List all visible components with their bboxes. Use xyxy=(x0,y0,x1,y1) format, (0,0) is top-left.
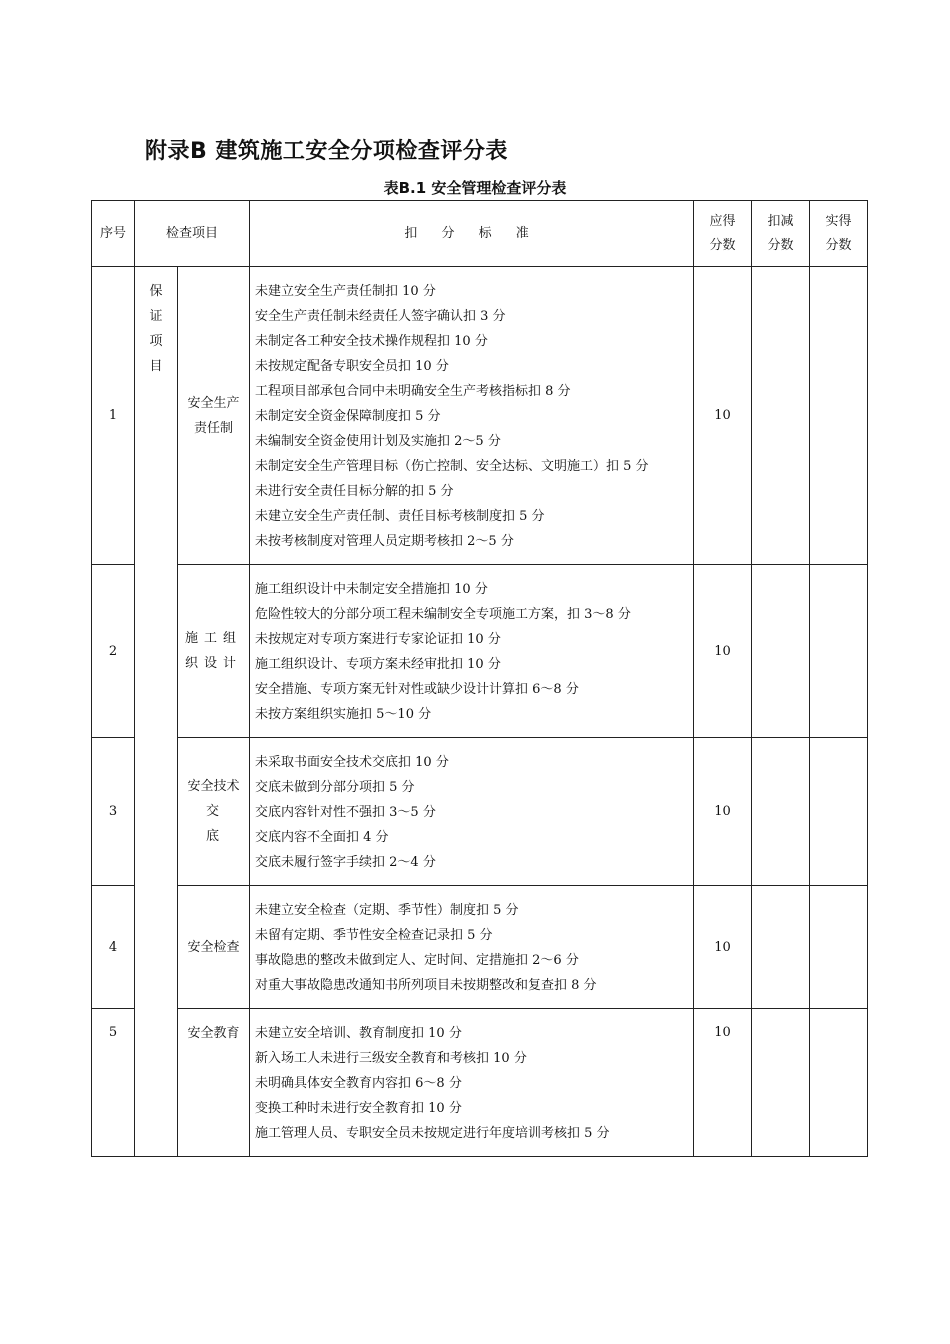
check-item-line2: 织设计 xyxy=(185,656,243,671)
criteria-line: 未编制安全资金使用计划及实施扣 2～5 分 xyxy=(255,434,501,449)
criteria-line: 未建立安全生产责任制扣 10 分 xyxy=(255,284,436,299)
check-item-cell xyxy=(178,267,250,565)
criteria-line: 施工组织设计中未制定安全措施扣 10 分 xyxy=(255,582,488,597)
row-seq: 1 xyxy=(92,267,135,565)
actual-score-cell[interactable] xyxy=(810,565,868,738)
table-row xyxy=(92,267,868,565)
row-seq: 2 xyxy=(92,565,135,738)
check-item-line1: 安全生产 xyxy=(187,395,240,411)
header-due-score-line1: 应得 xyxy=(709,213,736,229)
criteria-line: 交底未做到分部分项扣 5 分 xyxy=(255,780,415,795)
table-caption: 表B.1 安全管理检查评分表 xyxy=(383,179,567,197)
category-cell xyxy=(135,267,178,1157)
row-seq: 3 xyxy=(92,738,135,886)
criteria-line: 未按规定对专项方案进行专家论证扣 10 分 xyxy=(255,632,501,647)
table-row xyxy=(92,738,868,886)
row-seq: 5 xyxy=(92,1009,135,1157)
table-row xyxy=(92,886,868,1009)
criteria-line: 交底内容针对性不强扣 3～5 分 xyxy=(255,805,436,820)
criteria-line: 未建立安全生产责任制、责任目标考核制度扣 5 分 xyxy=(255,509,545,524)
header-seq: 序号 xyxy=(92,201,135,267)
criteria-cell xyxy=(250,738,694,886)
check-item-line1: 安全检查 xyxy=(187,939,240,955)
check-item-line1: 安全教育 xyxy=(187,1026,240,1041)
header-criteria: 扣 分 标 准 xyxy=(250,201,694,267)
criteria-cell xyxy=(250,565,694,738)
criteria-line: 未制定安全资金保障制度扣 5 分 xyxy=(255,409,441,424)
category-label: 保证项目 xyxy=(149,284,163,374)
check-item-line2: 交底 xyxy=(206,804,234,844)
criteria-line: 施工管理人员、专职安全员未按规定进行年度培训考核扣 5 分 xyxy=(255,1126,610,1141)
header-due-score-line2: 分数 xyxy=(709,237,736,253)
criteria-line: 未建立安全培训、教育制度扣 10 分 xyxy=(255,1026,462,1041)
table-row xyxy=(92,565,868,738)
criteria-line: 对重大事故隐患改通知书所列项目未按期整改和复查扣 8 分 xyxy=(255,978,597,993)
due-score-cell: 10 xyxy=(694,1009,752,1157)
criteria-line: 未按规定配备专职安全员扣 10 分 xyxy=(255,359,449,374)
header-deduct-score xyxy=(752,201,810,267)
check-item-cell xyxy=(178,565,250,738)
header-actual-score-line1: 实得 xyxy=(825,213,852,229)
header-actual-score-line2: 分数 xyxy=(825,237,852,253)
criteria-line: 交底未履行签字手续扣 2～4 分 xyxy=(255,855,436,870)
criteria-line: 安全生产责任制未经责任人签字确认扣 3 分 xyxy=(255,309,506,324)
row-seq: 4 xyxy=(92,886,135,1009)
criteria-line: 未制定各工种安全技术操作规程扣 10 分 xyxy=(255,334,488,349)
criteria-line: 未建立安全检查（定期、季节性）制度扣 5 分 xyxy=(255,903,519,918)
actual-score-cell[interactable] xyxy=(810,267,868,565)
criteria-line: 安全措施、专项方案无针对性或缺少设计计算扣 6～8 分 xyxy=(255,682,579,697)
criteria-cell xyxy=(250,267,694,565)
criteria-line: 变换工种时未进行安全教育扣 10 分 xyxy=(255,1101,462,1116)
criteria-line: 未采取书面安全技术交底扣 10 分 xyxy=(255,755,449,770)
actual-score-cell[interactable] xyxy=(810,738,868,886)
safety-management-score-table xyxy=(91,200,868,1157)
criteria-line: 未留有定期、季节性安全检查记录扣 5 分 xyxy=(255,928,493,943)
header-actual-score xyxy=(810,201,868,267)
deduct-score-cell[interactable] xyxy=(752,738,810,886)
criteria-line: 新入场工人未进行三级安全教育和考核扣 10 分 xyxy=(255,1051,527,1066)
check-item-cell xyxy=(178,738,250,886)
page-title: 附录B 建筑施工安全分项检查评分表 xyxy=(145,139,508,164)
actual-score-cell[interactable] xyxy=(810,886,868,1009)
check-item-cell xyxy=(178,1009,250,1157)
criteria-line: 交底内容不全面扣 4 分 xyxy=(255,830,389,845)
check-item-cell xyxy=(178,886,250,1009)
check-item-line1: 施工组 xyxy=(185,631,243,646)
criteria-line: 未按方案组织实施扣 5～10 分 xyxy=(255,707,432,722)
check-item-line2: 责任制 xyxy=(194,420,234,436)
header-deduct-score-line2: 分数 xyxy=(767,237,794,253)
due-score-cell: 10 xyxy=(694,267,752,565)
deduct-score-cell[interactable] xyxy=(752,565,810,738)
deduct-score-cell[interactable] xyxy=(752,267,810,565)
criteria-line: 事故隐患的整改未做到定人、定时间、定措施扣 2～6 分 xyxy=(255,953,579,968)
criteria-line: 危险性较大的分部分项工程未编制安全专项施工方案，扣 3～8 分 xyxy=(255,607,631,622)
actual-score-cell[interactable] xyxy=(810,1009,868,1157)
table-header-row xyxy=(92,201,868,267)
check-item-line1: 安全技术 xyxy=(187,779,240,794)
due-score-cell: 10 xyxy=(694,738,752,886)
criteria-cell xyxy=(250,886,694,1009)
table-row xyxy=(92,1009,868,1157)
header-check-item: 检查项目 xyxy=(135,201,250,267)
due-score-cell: 10 xyxy=(694,886,752,1009)
criteria-line: 未明确具体安全教育内容扣 6～8 分 xyxy=(255,1076,462,1091)
criteria-line: 工程项目部承包合同中未明确安全生产考核指标扣 8 分 xyxy=(255,384,571,399)
criteria-line: 未进行安全责任目标分解的扣 5 分 xyxy=(255,484,454,499)
due-score-cell: 10 xyxy=(694,565,752,738)
deduct-score-cell[interactable] xyxy=(752,1009,810,1157)
deduct-score-cell[interactable] xyxy=(752,886,810,1009)
header-due-score xyxy=(694,201,752,267)
criteria-line: 未制定安全生产管理目标（伤亡控制、安全达标、文明施工）扣 5 分 xyxy=(255,459,649,474)
criteria-cell xyxy=(250,1009,694,1157)
criteria-line: 未按考核制度对管理人员定期考核扣 2～5 分 xyxy=(255,534,514,549)
criteria-line: 施工组织设计、专项方案未经审批扣 10 分 xyxy=(255,657,501,672)
header-deduct-score-line1: 扣减 xyxy=(767,213,794,229)
